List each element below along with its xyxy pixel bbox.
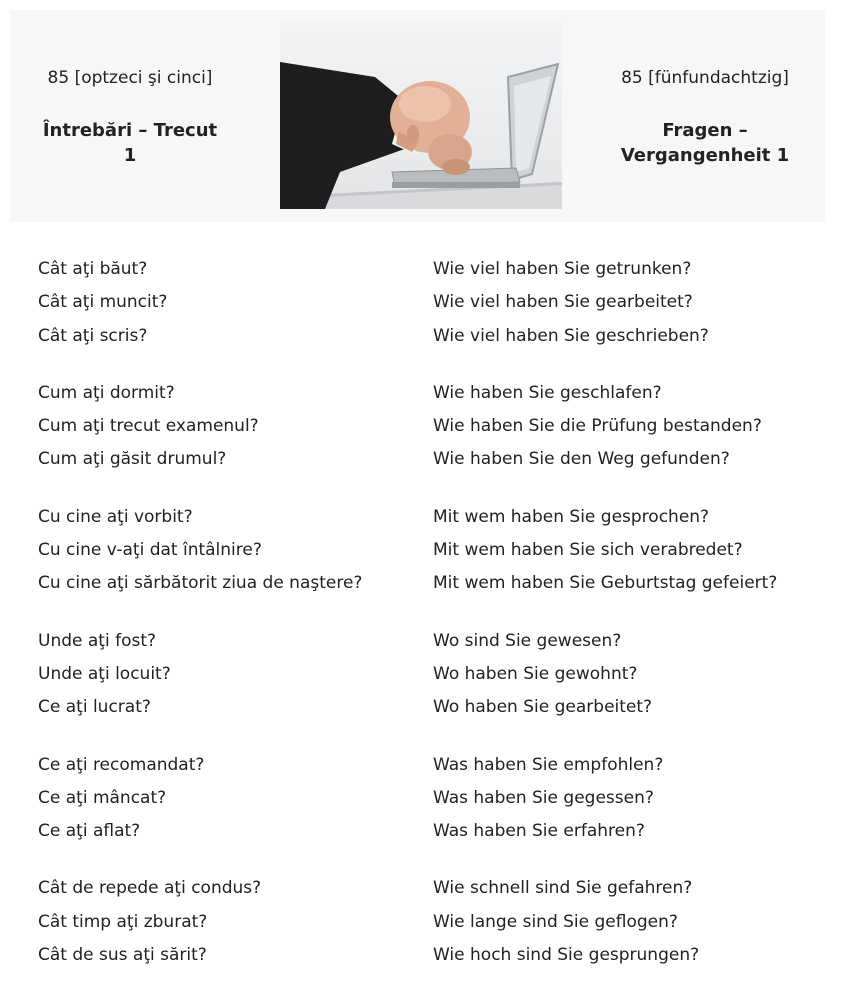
phrase-de: Was haben Sie erfahren?: [433, 821, 645, 842]
phrase-ro: Cu cine aţi sărbătorit ziua de naştere?: [38, 573, 363, 594]
phrase-ro: Ce aţi recomandat?: [38, 754, 205, 775]
phrase-group: [0, 254, 850, 354]
phrase-de: Mit wem haben Sie Geburtstag gefeiert?: [433, 573, 778, 594]
lesson-number-de: 85 [fünfundachtzig]: [621, 68, 789, 88]
phrase-row: [0, 750, 850, 783]
phrase-de: Wie viel haben Sie getrunken?: [433, 259, 692, 279]
phrase-row: [0, 444, 850, 477]
man-on-laptop-illustration: [280, 22, 562, 209]
phrase-row: [0, 568, 850, 601]
phrase-row: [0, 287, 850, 320]
phrase-ro: Ce aţi mâncat?: [38, 787, 167, 808]
phrase-de: Wie lange sind Sie geflogen?: [433, 911, 678, 932]
phrase-de: Wie viel haben Sie gearbeitet?: [433, 292, 693, 313]
phrase-row: [0, 873, 850, 906]
phrase-ro: Cum aţi găsit drumul?: [38, 449, 227, 470]
phrase-ro: Ce aţi aflat?: [38, 821, 141, 842]
phrase-ro: Cu cine v-aţi dat întâlnire?: [38, 540, 262, 561]
lesson-title-de: [585, 118, 825, 168]
phrase-ro: Cum aţi trecut examenul?: [38, 416, 259, 437]
phrase-row: [0, 659, 850, 692]
phrase-de: Wie viel haben Sie geschrieben?: [433, 325, 709, 346]
lesson-number-ro: 85 [optzeci şi cinci]: [47, 68, 213, 88]
phrase-ro: Cât aţi scris?: [38, 325, 148, 346]
phrase-row: [0, 535, 850, 568]
phrase-row: [0, 502, 850, 535]
lesson-title-de-line1: Fragen –: [662, 120, 748, 141]
phrase-ro: Cât aţi muncit?: [38, 292, 168, 313]
phrase-group: [0, 873, 850, 973]
phrase-de: Wie hoch sind Sie gesprungen?: [433, 945, 700, 966]
phrase-row: [0, 783, 850, 816]
lesson-title-ro-line1: Întrebări – Trecut: [42, 120, 218, 141]
lesson-illustration: [280, 22, 562, 209]
phrase-ro: Unde aţi locuit?: [38, 663, 171, 684]
phrase-de: Wie schnell sind Sie gefahren?: [433, 878, 693, 899]
phrase-row: [0, 692, 850, 725]
phrase-row: [0, 411, 850, 444]
phrase-ro: Unde aţi fost?: [38, 630, 157, 651]
phrase-group: [0, 626, 850, 726]
phrase-ro: Cu cine aţi vorbit?: [38, 506, 193, 527]
phrase-de: Was haben Sie gegessen?: [433, 787, 654, 808]
phrase-ro: Ce aţi lucrat?: [38, 697, 151, 718]
phrase-row: [0, 907, 850, 940]
phrase-row: [0, 816, 850, 849]
phrase-row: [0, 940, 850, 973]
phrase-row: [0, 378, 850, 411]
phrase-ro: Cât aţi băut?: [38, 259, 148, 279]
phrase-list: [0, 254, 850, 997]
phrase-de: Wie haben Sie den Weg gefunden?: [433, 449, 730, 470]
phrase-row: [0, 626, 850, 659]
lesson-title-ro-line2: 1: [123, 145, 137, 166]
lesson-title-de-line2: Vergangenheit 1: [620, 145, 790, 166]
phrase-de: Wo sind Sie gewesen?: [433, 630, 622, 651]
phrase-group: [0, 502, 850, 602]
phrase-de: Wo haben Sie gewohnt?: [433, 663, 638, 684]
phrase-de: Wie haben Sie die Prüfung bestanden?: [433, 416, 762, 437]
lesson-title-ro: [10, 118, 250, 168]
phrase-de: Was haben Sie empfohlen?: [433, 754, 664, 775]
phrase-group: [0, 378, 850, 478]
phrase-ro: Cum aţi dormit?: [38, 382, 175, 403]
phrase-row: [0, 321, 850, 354]
phrase-group: [0, 750, 850, 850]
phrase-de: Wie haben Sie geschlafen?: [433, 382, 662, 403]
lesson-header: [10, 10, 825, 222]
phrase-ro: Cât timp aţi zburat?: [38, 911, 208, 932]
phrase-ro: Cât de sus aţi sărit?: [38, 945, 207, 966]
phrase-de: Wo haben Sie gearbeitet?: [433, 697, 653, 718]
phrase-ro: Cât de repede aţi condus?: [38, 878, 262, 899]
phrase-de: Mit wem haben Sie sich verabredet?: [433, 540, 743, 561]
phrase-row: [0, 254, 850, 287]
phrase-de: Mit wem haben Sie gesprochen?: [433, 506, 710, 527]
